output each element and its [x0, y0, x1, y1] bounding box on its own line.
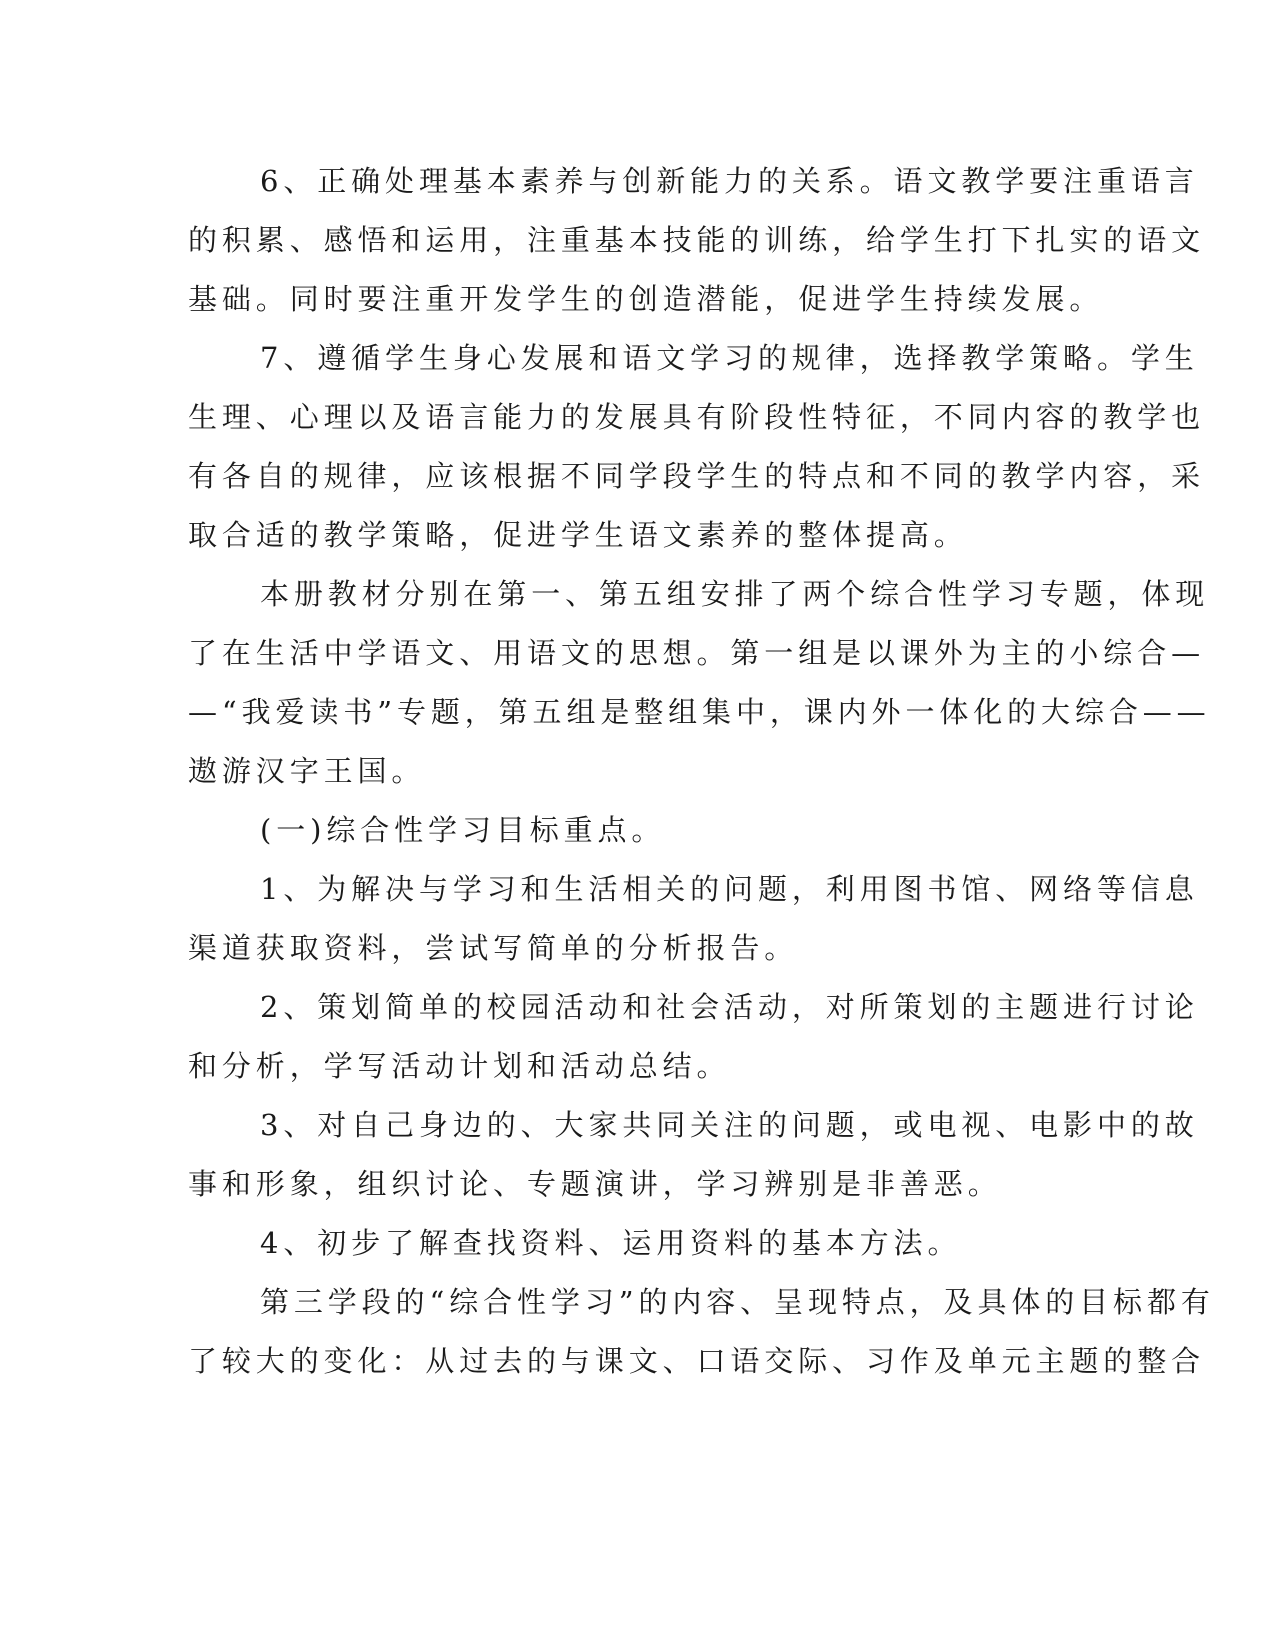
text-line: 事和形象，组织讨论、专题演讲，学习辨别是非善恶。 — [188, 1167, 1002, 1201]
text-line: 了较大的变化：从过去的与课文、口语交际、习作及单元主题的整合 — [188, 1344, 1206, 1378]
text-line: 取合适的教学策略，促进学生语文素养的整体提高。 — [188, 518, 968, 552]
text-line: 有各自的规律，应该根据不同学段学生的特点和不同的教学内容，采 — [188, 459, 1206, 493]
text-line: 渠道获取资料，尝试写简单的分析报告。 — [188, 931, 799, 965]
text-line: 遨游汉字王国。 — [188, 754, 426, 788]
section-heading: (一)综合性学习目标重点。 — [260, 813, 666, 847]
text-line: 6、正确处理基本素养与创新能力的关系。语文教学要注重语言 — [260, 164, 1199, 198]
text-line: 4、初步了解查找资料、运用资料的基本方法。 — [260, 1226, 962, 1260]
text-line: 3、对自己身边的、大家共同关注的问题，或电视、电影中的故 — [260, 1108, 1199, 1142]
text-line: 第三学段的“综合性学习”的内容、呈现特点，及具体的目标都有 — [260, 1285, 1215, 1319]
text-line: 7、遵循学生身心发展和语文学习的规律，选择教学策略。学生 — [260, 341, 1199, 375]
text-line: 2、策划简单的校园活动和社会活动，对所策划的主题进行讨论 — [260, 990, 1199, 1024]
text-line: 1、为解决与学习和生活相关的问题，利用图书馆、网络等信息 — [260, 872, 1199, 906]
text-line: 了在生活中学语文、用语文的思想。第一组是以课外为主的小综合— — [188, 636, 1206, 670]
text-line: 和分析，学写活动计划和活动总结。 — [188, 1049, 731, 1083]
text-line: 的积累、感悟和运用，注重基本技能的训练，给学生打下扎实的语文 — [188, 223, 1206, 257]
text-line: —“我爱读书”专题，第五组是整组集中，课内外一体化的大综合—— — [188, 695, 1211, 729]
text-line: 生理、心理以及语言能力的发展具有阶段性特征，不同内容的教学也 — [188, 400, 1206, 434]
text-line: 本册教材分别在第一、第五组安排了两个综合性学习专题，体现 — [260, 577, 1210, 611]
text-line: 基础。同时要注重开发学生的创造潜能，促进学生持续发展。 — [188, 282, 1104, 316]
